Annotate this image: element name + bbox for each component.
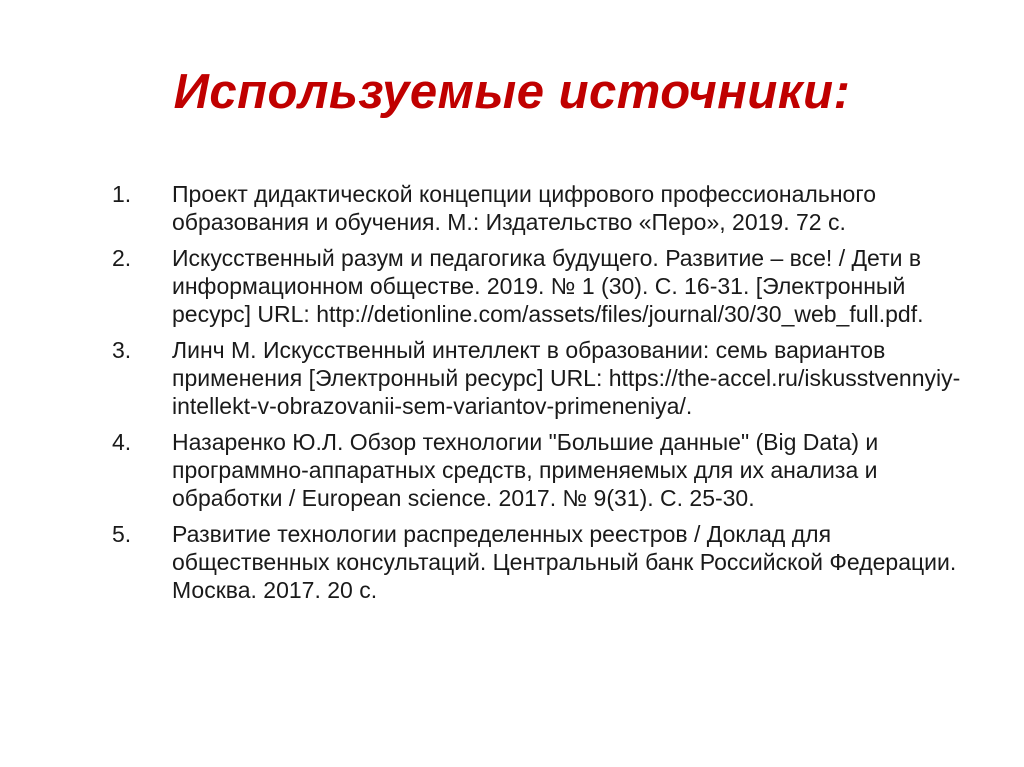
reference-number: 4. — [112, 429, 132, 455]
reference-item — [112, 520, 962, 604]
slide-title: Используемые источники: — [173, 65, 851, 119]
reference-text: Развитие технологии распределенных реестров / Доклад для общественных консультаций. Центральный банк Российской Федерации. Москва. 2017. 20 с. — [172, 521, 957, 603]
reference-number: 5. — [112, 521, 132, 547]
reference-item — [112, 180, 962, 236]
reference-number: 3. — [112, 337, 132, 363]
reference-text: Проект дидактической концепции цифрового профессионального образования и обучения. М.: Издательство «Перо», 2019. 72 с. — [172, 181, 876, 235]
reference-text: Линч М. Искусственный интеллект в образовании: семь вариантов применения [Электронный ресурс] URL: https://the-accel.ru/iskusstvennyiy-intellekt-v-obrazovanii-sem-variantov-primeneniya/. — [172, 337, 961, 419]
reference-item — [112, 244, 962, 328]
reference-text: Искусственный разум и педагогика будущего. Развитие – все! / Дети в информационном обществе. 2019. № 1 (30). С. 16-31. [Электронный ресурс] URL: http://detionline.com/assets/files/journal/30/30_web_full.pdf. — [172, 245, 924, 327]
reference-number: 2. — [112, 245, 132, 271]
references-list — [112, 180, 962, 612]
reference-text: Назаренко Ю.Л. Обзор технологии "Большие данные" (Big Data) и программно-аппаратных средств, применяемых для их анализа и обработки / European science. 2017. № 9(31). С. 25-30. — [172, 429, 879, 511]
reference-item — [112, 336, 962, 420]
reference-number: 1. — [112, 181, 132, 207]
reference-item — [112, 428, 962, 512]
